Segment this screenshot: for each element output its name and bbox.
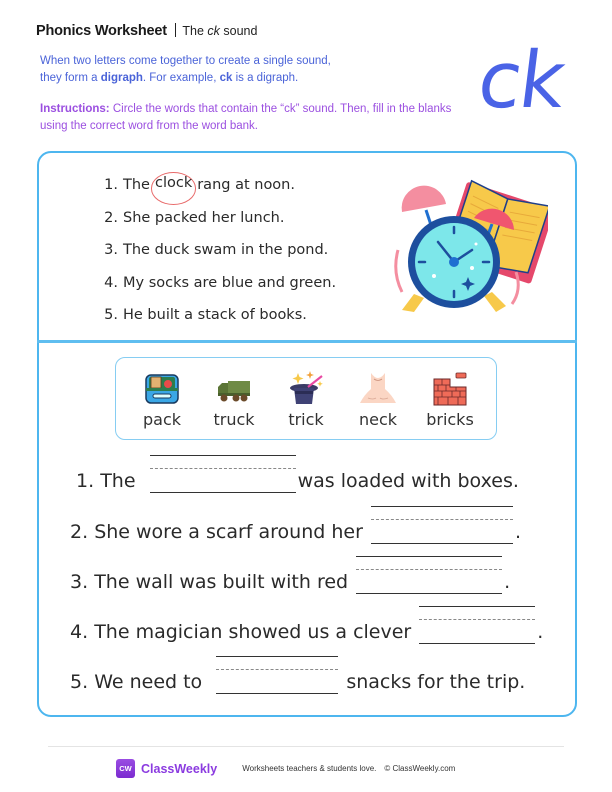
brand-name: ClassWeekly — [141, 761, 218, 776]
truck-icon — [214, 371, 254, 407]
footer-tagline: Worksheets teachers & students love. — [242, 764, 377, 773]
page-header — [36, 21, 257, 39]
section-divider — [37, 340, 577, 343]
fill-sentence-5: 5. We need to snacks for the trip. — [70, 656, 525, 696]
footer — [116, 759, 455, 778]
digraph-display: ck — [474, 36, 566, 126]
title-separator — [175, 23, 177, 37]
sentence-item: 4. My socks are blue and green. — [104, 274, 337, 291]
word-bank-item — [202, 371, 266, 429]
word-bank-item — [418, 371, 482, 429]
bricks-icon — [430, 371, 470, 407]
magic-hat-icon — [286, 371, 326, 407]
lunchbox-icon — [142, 371, 182, 407]
intro-text: When two letters come together to create a single sound, they form a digraph. For example, ck is a digraph. — [40, 55, 331, 84]
classweekly-logo-icon: CW — [116, 759, 135, 778]
word-bank-word[interactable]: bricks — [426, 410, 474, 429]
footer-copyright: © ClassWeekly.com — [384, 764, 456, 773]
answer-blank-2[interactable] — [371, 506, 513, 546]
fill-sentence-2: 2. She wore a scarf around her . — [70, 506, 521, 546]
fill-sentence-1: 1. The was loaded with boxes. — [76, 455, 519, 495]
answer-blank-3[interactable] — [356, 556, 502, 596]
fill-sentence-3: 3. The wall was built with red . — [70, 556, 510, 596]
worksheet-title: Phonics Worksheet — [36, 23, 167, 39]
footer-divider — [48, 746, 564, 747]
word-bank-item — [130, 371, 194, 429]
fill-sentence-4: 4. The magician showed us a clever . — [70, 606, 543, 646]
word-bank-item — [274, 371, 338, 429]
circled-word[interactable]: clock — [151, 172, 196, 205]
word-bank-word[interactable]: neck — [358, 410, 398, 429]
sentence-item: 2. She packed her lunch. — [104, 209, 285, 226]
word-bank-word[interactable]: trick — [288, 410, 324, 429]
neck-icon — [358, 371, 398, 407]
word-bank-item — [346, 371, 410, 429]
instructions-text: Instructions: Circle the words that contain the “ck” sound. Then, fill in the blanks using the correct word from the word bank. — [40, 103, 452, 132]
circle-sentences-list — [98, 172, 336, 335]
sentence-item: 5. He built a stack of books. — [104, 307, 307, 323]
answer-blank-4[interactable] — [419, 606, 535, 646]
sentence-item: 1. The clock rang at noon. — [98, 172, 336, 205]
alarm-clock-icon — [388, 172, 548, 322]
answer-blank-1[interactable] — [150, 455, 296, 495]
word-bank-word[interactable]: truck — [213, 410, 255, 429]
word-bank-word[interactable]: pack — [142, 410, 182, 429]
word-bank — [115, 357, 497, 440]
answer-blank-5[interactable] — [216, 656, 338, 696]
sentence-item: 3. The duck swam in the pond. — [104, 242, 329, 258]
worksheet-subtitle: The ck sound — [182, 24, 258, 38]
